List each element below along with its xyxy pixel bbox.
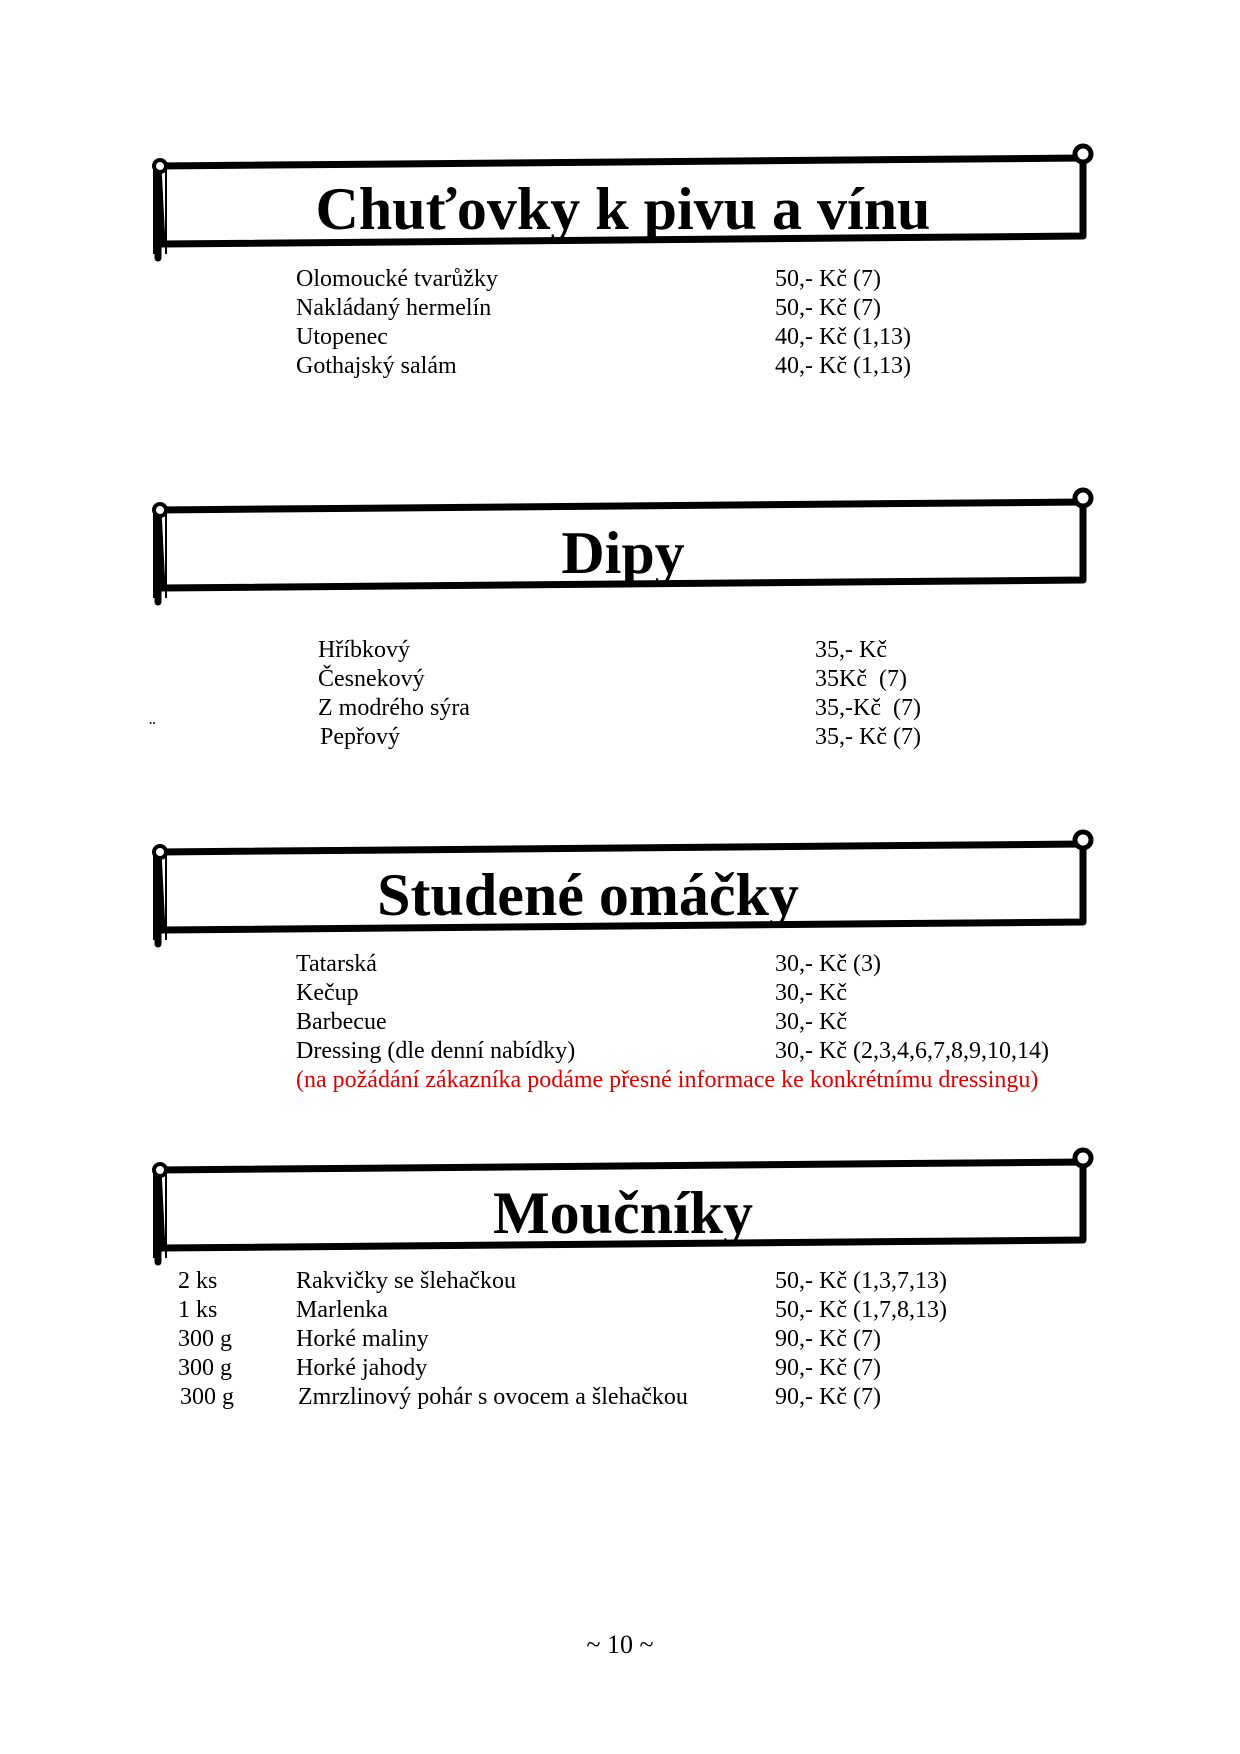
- section-banner-chutovky: [148, 148, 1098, 258]
- item-qty: 1 ks: [178, 1297, 218, 1323]
- item-price: 35,-Kč (7): [815, 695, 921, 721]
- item-price: 50,- Kč (1,7,8,13): [775, 1297, 947, 1323]
- item-name: Marlenka: [296, 1297, 388, 1323]
- item-name: Horké maliny: [296, 1326, 429, 1352]
- item-price: 30,- Kč: [775, 980, 847, 1006]
- section-title: Chuťovky k pivu a vínu: [315, 176, 931, 242]
- item-price: 30,- Kč (3): [775, 951, 881, 977]
- item-name: Pepřový: [320, 724, 400, 750]
- item-qty: 300 g: [178, 1326, 232, 1352]
- item-price: 40,- Kč (1,13): [775, 353, 911, 379]
- item-name: Nakládaný hermelín: [296, 295, 492, 321]
- item-price: 40,- Kč (1,13): [775, 324, 911, 350]
- item-name: Tatarská: [296, 951, 377, 977]
- item-name: Česnekový: [318, 666, 425, 692]
- item-price: 90,- Kč (7): [775, 1384, 881, 1410]
- item-qty: 300 g: [178, 1355, 232, 1381]
- item-name: Horké jahody: [296, 1355, 428, 1381]
- item-qty: 300 g: [180, 1384, 234, 1410]
- item-price: 50,- Kč (7): [775, 266, 881, 292]
- item-price: 90,- Kč (7): [775, 1326, 881, 1352]
- dressing-note: (na požádání zákazníka podáme přesné informace ke konkrétnímu dressingu): [296, 1067, 1039, 1093]
- item-name: Kečup: [296, 980, 359, 1006]
- item-name: Dressing (dle denní nabídky): [296, 1038, 576, 1064]
- item-price: 50,- Kč (7): [775, 295, 881, 321]
- item-qty: 2 ks: [178, 1268, 218, 1294]
- section-banner-dipy: [148, 492, 1098, 602]
- item-name: Gothajský salám: [296, 353, 457, 379]
- section-banner-moucniky: [148, 1152, 1098, 1262]
- item-price: 35,- Kč (7): [815, 724, 921, 750]
- item-price: 35Kč (7): [815, 666, 907, 692]
- item-name: Rakvičky se šlehačkou: [296, 1268, 516, 1294]
- item-name: Utopenec: [296, 324, 388, 350]
- item-name: Hříbkový: [318, 637, 410, 663]
- item-price: 30,- Kč (2,3,4,6,7,8,9,10,14): [775, 1038, 1049, 1064]
- item-name: Barbecue: [296, 1009, 387, 1035]
- item-price: 30,- Kč: [775, 1009, 847, 1035]
- item-price: 90,- Kč (7): [775, 1355, 881, 1381]
- section-title: Studené omáčky: [377, 862, 799, 928]
- page-number: ~ 10 ~: [586, 1630, 654, 1659]
- section-title: Dipy: [561, 520, 685, 586]
- section-title: Moučníky: [492, 1180, 754, 1246]
- stray-mark: ¨: [149, 718, 156, 740]
- item-price: 35,- Kč: [815, 637, 887, 663]
- item-name: Olomoucké tvarůžky: [296, 266, 498, 292]
- section-banner-studene-omacky: [148, 834, 1098, 944]
- item-name: Zmrzlinový pohár s ovocem a šlehačkou: [298, 1384, 688, 1410]
- item-name: Z modrého sýra: [318, 695, 470, 721]
- item-price: 50,- Kč (1,3,7,13): [775, 1268, 947, 1294]
